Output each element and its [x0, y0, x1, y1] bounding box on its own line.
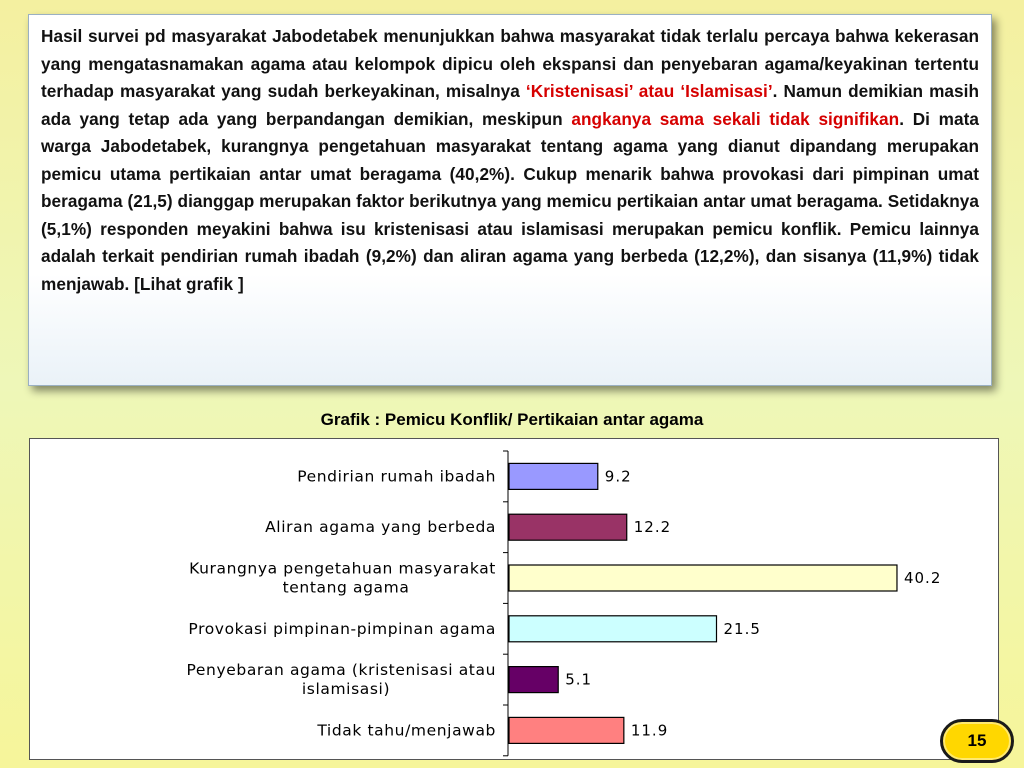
see-chart-link[interactable]: [Lihat grafik ] [134, 273, 244, 294]
chart-panel [29, 438, 999, 760]
text-panel [28, 14, 992, 386]
value-label-5: 5.1 [565, 670, 593, 689]
bar-3 [509, 565, 897, 591]
value-label-4: 21.5 [723, 619, 761, 638]
paragraph-part-1: Hasil survei pd masyarakat Jabodetabek menunjukkan bahwa masyarakat tidak terlalu percaya bahwa kekerasan yang mengatasnamakan agama atau kelompok dipicu oleh ekspansi dan penyebaran agama/keyakinan tertentu terhadap masyarakat yang sudah berkeyakinan, misalnya [41, 26, 979, 101]
category-label-5-line-2: islamisasi) [301, 680, 391, 699]
page-number-badge: 15 [940, 719, 1014, 763]
paragraph-part-3: . Di mata warga Jabodetabek, kurangnya pengetahuan masyarakat tentang agama yang dianut dipandang merupakan pemicu utama pertikaian antar umat beragama (40,2%). Cukup menarik bahwa provokasi dari pimpinan umat beragama (21,5) dianggap merupakan faktor berikutnya yang memicu pertikaian antar umat beragama. Setidaknya (5,1%) responden meyakini bahwa isu kristenisasi atau islamisasi merupakan pemicu konflik. Pemicu lainnya adalah terkait pendirian rumah ibadah (9,2%) dan aliran agama yang berbeda (12,2%), dan sisanya (11,9%) tidak menjawab. [41, 108, 980, 294]
category-label-3-line-1: Kurangnya pengetahuan masyarakat [189, 559, 496, 578]
value-label-3: 40.2 [903, 569, 942, 587]
bar-4 [509, 616, 717, 642]
value-label-6: 11.9 [630, 721, 669, 740]
survey-paragraph [41, 23, 979, 298]
category-label-6: Tidak tahu/menjawab [317, 721, 496, 740]
category-label-2: Aliran agama yang berbeda [265, 518, 496, 537]
value-label-2: 12.2 [633, 518, 672, 537]
bar-chart [30, 439, 998, 759]
bar-6 [509, 717, 624, 743]
chart-title: Grafik : Pemicu Konflik/ Pertikaian antar agama [320, 410, 704, 429]
value-label-1: 9.2 [604, 467, 632, 486]
category-label-1: Pendirian rumah ibadah [297, 467, 496, 486]
paragraph-part-2: . Namun demikian masih ada yang tetap ada yang berpandangan demikian, meskipun [41, 81, 979, 129]
bar-5 [509, 667, 558, 693]
highlight-not-significant: angkanya sama sekali tidak signifikan [571, 108, 900, 129]
category-label-4: Provokasi pimpinan-pimpinan agama [188, 619, 496, 638]
category-label-5-line-1: Penyebaran agama (kristenisasi atau [186, 661, 496, 680]
highlight-kristenisasi: ‘Kristenisasi’ atau ‘Islamisasi’ [525, 81, 773, 101]
bar-2 [509, 514, 627, 540]
category-label-3-line-2: tentang agama [282, 578, 410, 597]
bar-1 [509, 463, 598, 489]
